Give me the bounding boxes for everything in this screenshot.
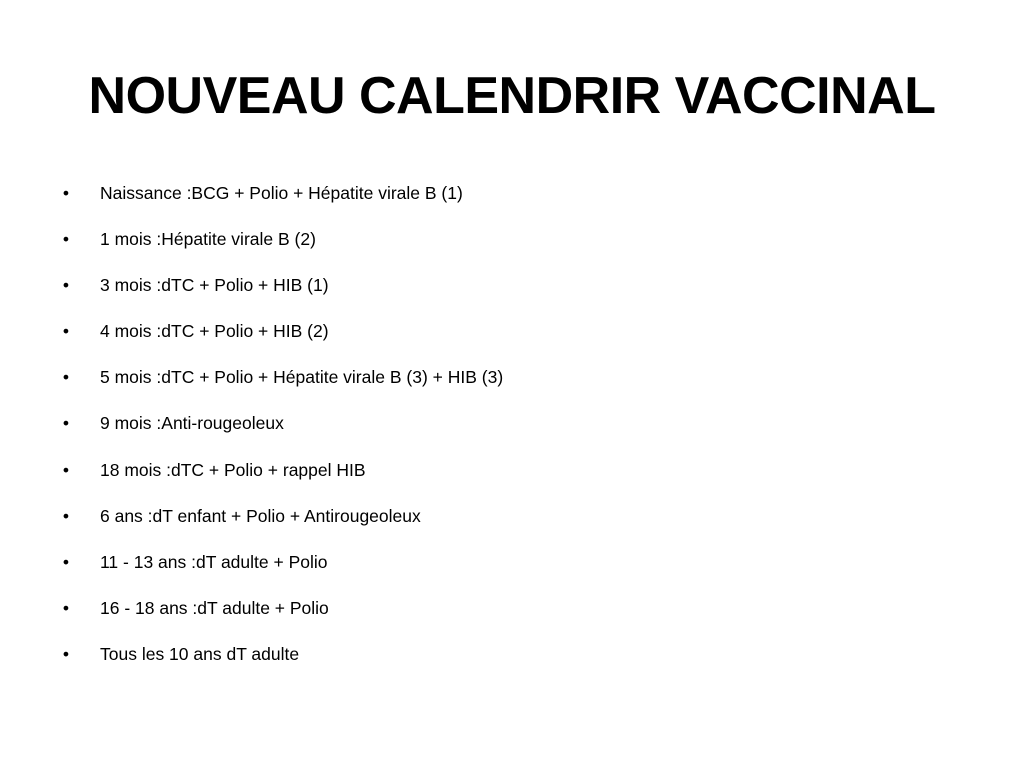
list-item <box>60 225 960 271</box>
list-item <box>60 179 960 225</box>
bullet-icon: • <box>62 643 70 664</box>
bullet-icon: • <box>62 413 70 434</box>
list-item-text: 9 mois :Anti-rougeoleux <box>100 413 284 434</box>
list-item <box>60 640 960 686</box>
list-item <box>60 271 960 317</box>
list-item <box>60 317 960 363</box>
bullet-icon: • <box>62 459 70 480</box>
list-item-text: Tous les 10 ans dT adulte <box>100 643 300 664</box>
list-item-text: 5 mois :dTC + Polio + Hépatite virale B (3) + HIB (3) <box>100 367 504 388</box>
bullet-icon: • <box>62 367 70 388</box>
list-item <box>60 502 960 548</box>
bullet-icon: • <box>62 551 70 572</box>
slide-title: NOUVEAU CALENDRIR VACCINAL <box>88 67 936 125</box>
bullet-icon: • <box>62 229 70 250</box>
bullet-icon: • <box>62 183 70 203</box>
bullet-icon: • <box>62 275 70 296</box>
list-item <box>60 548 960 594</box>
list-item-text: 3 mois :dTC + Polio + HIB (1) <box>100 275 329 296</box>
vaccination-schedule-list <box>60 179 960 686</box>
list-item <box>60 594 960 640</box>
bullet-icon: • <box>62 597 70 618</box>
list-item <box>60 363 960 409</box>
bullet-icon: • <box>62 321 70 342</box>
list-item-text: 4 mois :dTC + Polio + HIB (2) <box>100 321 329 342</box>
list-item-text: Naissance :BCG + Polio + Hépatite virale B (1) <box>100 183 463 203</box>
list-item-text: 11 - 13 ans :dT adulte + Polio <box>100 551 328 572</box>
list-item-text: 1 mois :Hépatite virale B (2) <box>100 229 316 250</box>
list-item <box>60 409 960 455</box>
list-item-text: 6 ans :dT enfant + Polio + Antirougeoleux <box>100 505 421 526</box>
list-item-text: 16 - 18 ans :dT adulte + Polio <box>100 597 329 618</box>
bullet-icon: • <box>62 505 70 526</box>
list-item <box>60 456 960 502</box>
list-item-text: 18 mois :dTC + Polio + rappel HIB <box>100 459 366 480</box>
